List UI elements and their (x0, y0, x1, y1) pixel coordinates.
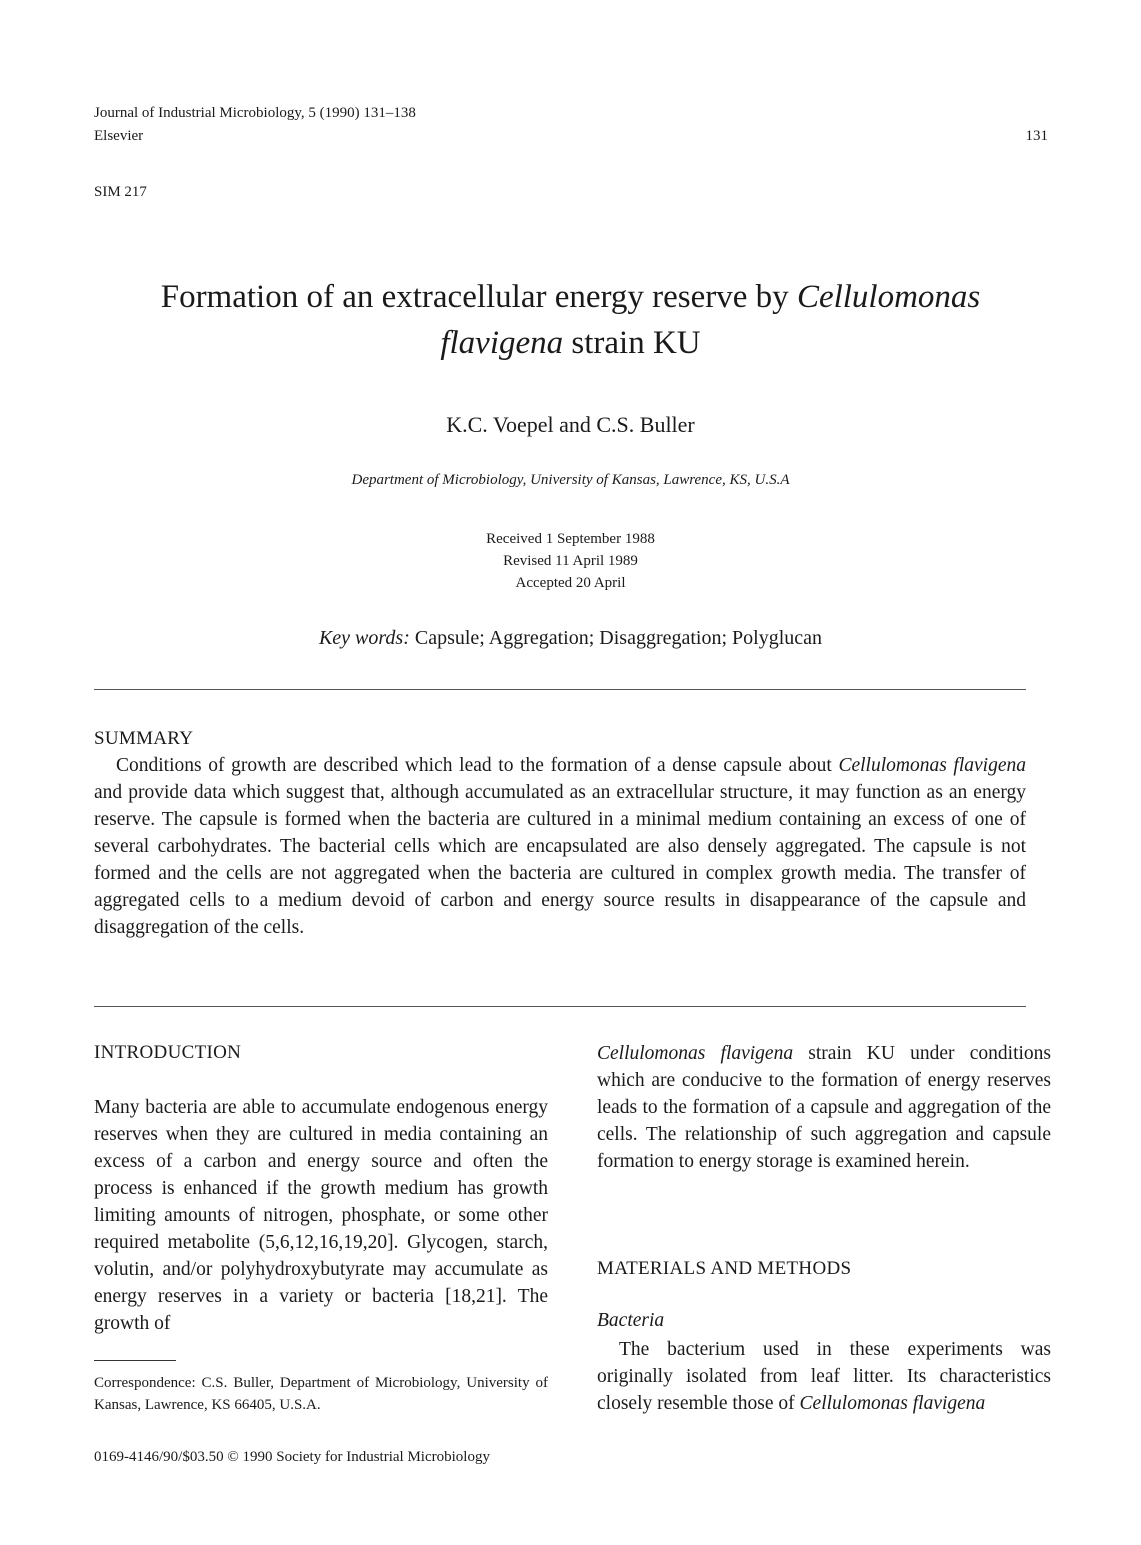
page-number: 131 (1025, 128, 1048, 144)
title-part1: Formation of an extracellular energy reserve by (160, 279, 797, 315)
keywords-text: Capsule; Aggregation; Disaggregation; Polyglucan (409, 627, 823, 649)
introduction-heading: INTRODUCTION (94, 1042, 242, 1063)
received-date: Received 1 September 1988 (486, 531, 655, 547)
footnote-rule (94, 1360, 176, 1361)
divider-top (94, 689, 1026, 690)
paper-title (60, 274, 1081, 366)
summary-part1: Conditions of growth are described which lead to the formation of a dense capsule about (116, 755, 839, 776)
divider-bottom (94, 1006, 1026, 1007)
journal-citation: Journal of Industrial Microbiology, 5 (1990) 131–138 (94, 105, 416, 121)
accepted-date: Accepted 20 April (515, 575, 626, 591)
introduction-text: Many bacteria are able to accumulate endogenous energy reserves when they are cultured in media containing an excess of a carbon and energy source and often the process is enhanced if the growth medium has growth limiting amounts of nitrogen, phosphate, or some other required metabolite (5,6,12,16,19,20]. Glycogen, starch, volutin, and/or polyhydroxybutyrate may accumulate as energy reserves in a variety or bacteria [18,21]. The growth of (94, 1097, 548, 1334)
copyright-line: 0169-4146/90/$03.50 © 1990 Society for Industrial Microbiology (94, 1449, 490, 1465)
submission-dates (0, 528, 1141, 594)
methods-heading: MATERIALS AND METHODS (597, 1258, 852, 1279)
summary-text (94, 752, 1026, 941)
methods-body: The bacterium used in these experiments was originally isolated from leaf litter. Its characteristics closely resemble those of (597, 1339, 1051, 1414)
right-column-text (597, 1040, 1051, 1175)
revised-date: Revised 11 April 1989 (503, 553, 638, 569)
keywords (0, 627, 1141, 650)
title-genus: Cellulomonas (796, 279, 981, 315)
authors: K.C. Voepel and C.S. Buller (446, 412, 695, 437)
sim-number: SIM 217 (94, 184, 147, 200)
summary-heading: SUMMARY (94, 728, 194, 749)
correspondence-footnote: Correspondence: C.S. Buller, Department of Microbiology, University of Kansas, Lawrence, KS 66405, U.S.A. (94, 1375, 548, 1413)
keywords-label: Key words: (318, 627, 410, 649)
summary-italic: Cellulomonas flavigena (838, 755, 1027, 776)
methods-text (597, 1336, 1051, 1417)
title-species: flavigena (440, 325, 564, 361)
bacteria-subheading: Bacteria (597, 1310, 665, 1331)
right-column-italic: Cellulomonas flavigena (597, 1043, 794, 1064)
right-column-body: strain KU under conditions which are conducive to the formation of energy reserves leads to the formation of a capsule and aggregation of the cells. The relationship of such aggregation and capsule formation to energy storage is examined herein. (597, 1043, 1051, 1172)
affiliation: Department of Microbiology, University of Kansas, Lawrence, KS, U.S.A (351, 472, 790, 488)
methods-italic: Cellulomonas flavigena (799, 1393, 986, 1414)
title-part2: strain KU (563, 325, 701, 361)
publisher: Elsevier (94, 128, 144, 144)
summary-part2: and provide data which suggest that, although accumulated as an extracellular structure, it may function as an energy reserve. The capsule is formed when the bacteria are cultured in a minimal medium containing an excess of one of several carbohydrates. The bacterial cells which are encapsulated are also densely aggregated. The capsule is not formed and the cells are not aggregated when the bacteria are cultured in complex growth media. The transfer of aggregated cells to a medium devoid of carbon and energy source results in disappearance of the capsule and disaggregation of the cells. (94, 782, 1026, 938)
